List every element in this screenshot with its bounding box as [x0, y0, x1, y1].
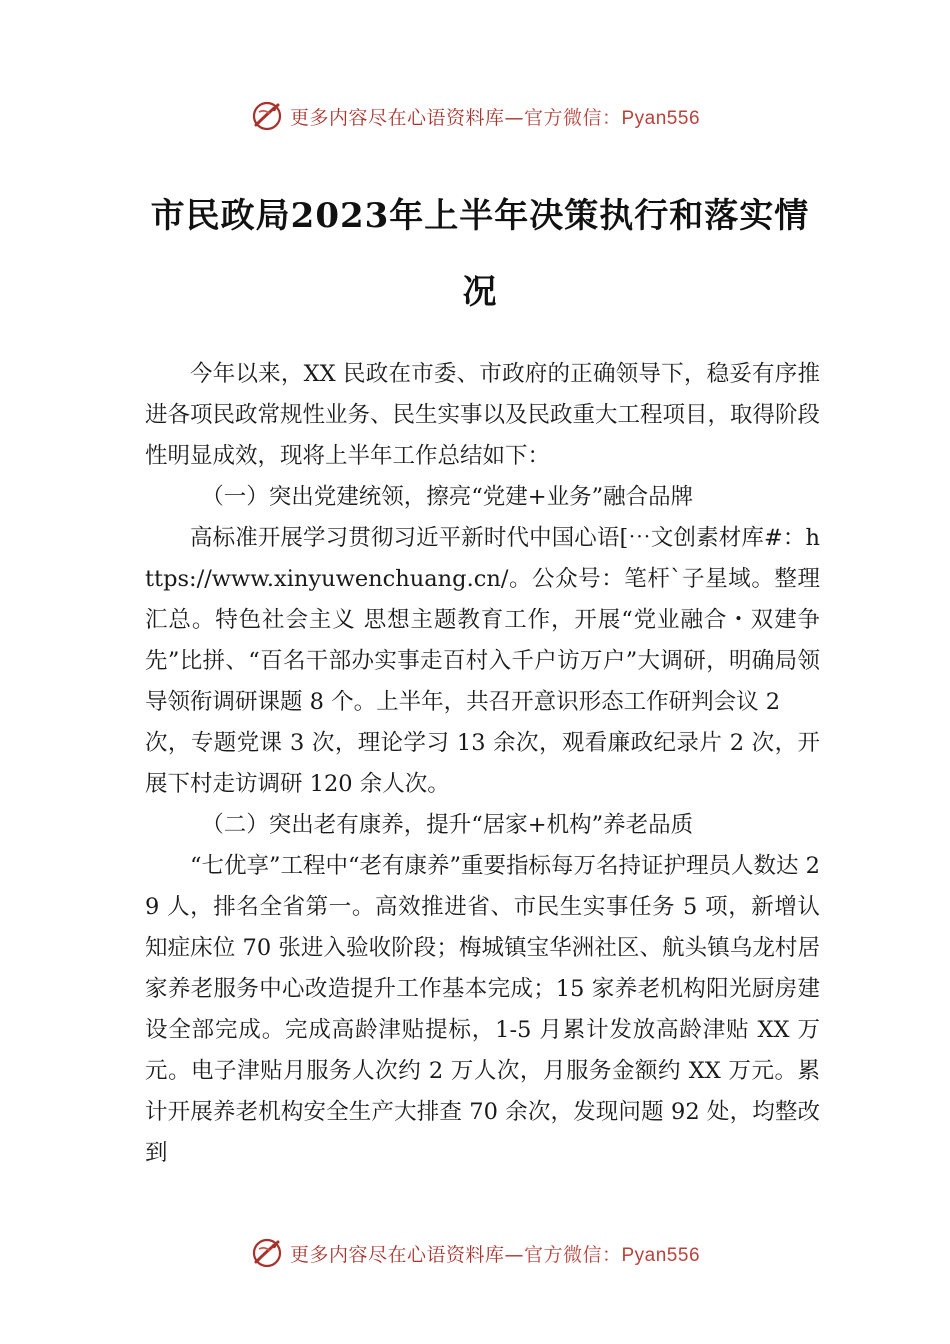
paragraph-intro: 今年以来，XX 民政在市委、市政府的正确领导下，稳妥有序推进各项民政常规性业务、民生实事以及民政重大工程项目，取得阶段性明显成效，现将上半年工作总结如下：: [145, 361, 821, 469]
brush-logo-icon: [250, 99, 284, 133]
watermark-text: [290, 103, 700, 130]
watermark-prefix: 更多内容尽在心语资料库—: [289, 106, 524, 129]
watermark-footer: [0, 1233, 950, 1273]
watermark-id: Pyan556: [621, 1244, 701, 1266]
document-title: 市民政局2023年上半年决策执行和落实情况: [150, 196, 810, 312]
watermark-header: [0, 96, 950, 136]
watermark-text: [290, 1240, 700, 1267]
watermark-id: Pyan556: [621, 107, 701, 129]
watermark-label: 官方微信：: [523, 106, 622, 129]
brush-logo-icon: [250, 1236, 284, 1270]
watermark-label: 官方微信：: [523, 1243, 622, 1266]
paragraph-party-building: 高标准开展学习贯彻习近平新时代中国心语[⋯文创素材库#：https://www.xinyuwenchuang.cn/。公众号：笔杆`子星域。整理汇总。特色社会主义 思想主题教育工作，开展“党业融合・双建争先”比拼、“百名干部办实事走百村入千户访万户”大调研，明确局领导领衔调研课题 8 个。上半年，共召开意识形态工作研判会议 2: [145, 525, 820, 715]
paragraph-elderly-care: “七优享”工程中“老有康养”重要指标每万名持证护理员人数达 29 人，排名全省第一。高效推进省、市民生实事任务 5 项，新增认知症床位 70 张进入验收阶段；梅城镇宝华洲社区、航头镇乌龙村居家养老服务中心改造提升工作基本完成；15 家养老机构阳光厨房建设全部完成。完成高龄津贴提标，1-5 月累计发放高龄津贴 XX 万元。电子津贴月服务人次约 2 万人次，月服务金额约 XX 万元。累计开展养老机构安全生产大排查 70 余次，发现问题 92 处，均整改到: [145, 853, 820, 1166]
document-body: [145, 354, 820, 1174]
paragraph-party-building-continued: 次，专题党课 3 次，理论学习 13 余次，观看廉政纪录片 2 次，开展下村走访调研 120 余人次。: [145, 730, 820, 797]
section-heading-2: （二）突出老有康养，提升“居家+机构”养老品质: [201, 812, 694, 838]
watermark-prefix: 更多内容尽在心语资料库—: [289, 1243, 524, 1266]
section-heading-1: （一）突出党建统领，擦亮“党建+业务”融合品牌: [201, 484, 694, 510]
